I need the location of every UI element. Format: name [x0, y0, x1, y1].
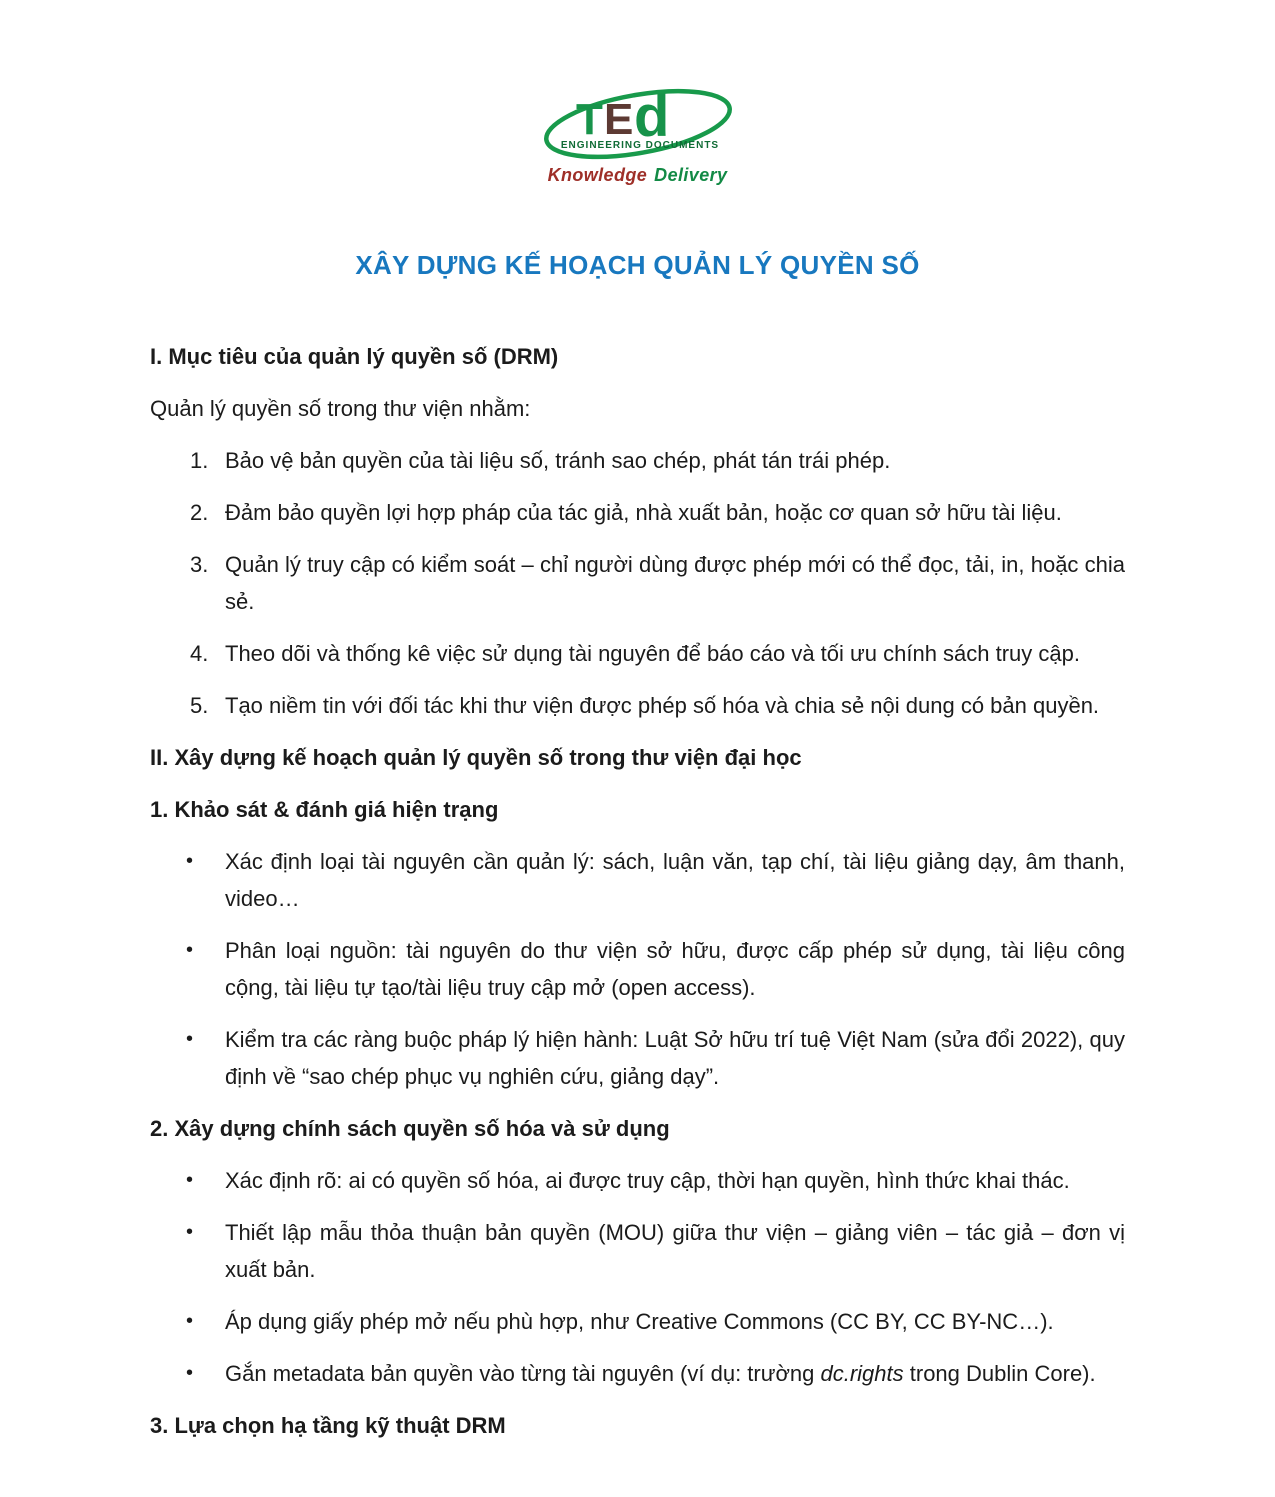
logo-letter-e: E	[603, 95, 633, 144]
section-heading-2: II. Xây dựng kế hoạch quản lý quyền số trong thư viện đại học	[150, 745, 802, 770]
list-marker: 3.	[190, 552, 209, 577]
logo-tagline	[0, 165, 1275, 185]
logo-letter-t: T	[575, 95, 603, 144]
section-1-intro: Quản lý quyền số trong thư viện nhằm:	[150, 396, 531, 421]
list-text-post: trong Dublin Core).	[903, 1361, 1096, 1386]
subsection-heading-2: 2. Xây dựng chính sách quyền số hóa và sử dụng	[150, 1116, 670, 1141]
list-marker: 2.	[190, 500, 209, 525]
ted-logo	[0, 0, 1275, 185]
subsection-heading-3: 3. Lựa chọn hạ tầng kỹ thuật DRM	[150, 1413, 506, 1438]
logo-letter-d: d	[633, 84, 669, 149]
list-text: Theo dõi và thống kê việc sử dụng tài nguyên để báo cáo và tối ưu chính sách truy cập.	[225, 641, 1080, 666]
list-item	[150, 442, 1125, 479]
subsection-heading-1: 1. Khảo sát & đánh giá hiện trạng	[150, 797, 499, 822]
survey-bullet-list	[150, 843, 1125, 1095]
page-title: XÂY DỰNG KẾ HOẠCH QUẢN LÝ QUYỀN SỐ	[355, 250, 920, 280]
bullet-icon: •	[186, 1028, 194, 1050]
list-item	[150, 1214, 1125, 1288]
list-text: Tạo niềm tin với đối tác khi thư viện được phép số hóa và chia sẻ nội dung có bản quyền.	[225, 693, 1100, 718]
list-text: Xác định rõ: ai có quyền số hóa, ai được truy cập, thời hạn quyền, hình thức khai thác.	[225, 1168, 1070, 1193]
list-marker: 5.	[190, 693, 209, 718]
bullet-icon: •	[186, 1310, 194, 1332]
list-item	[150, 687, 1125, 724]
logo-tagline-delivery: Delivery	[654, 165, 728, 185]
list-text: Quản lý truy cập có kiểm soát – chỉ người dùng được phép mới có thể đọc, tải, in, hoặc chia sẻ.	[225, 552, 1125, 614]
list-item	[150, 546, 1125, 620]
list-text: Thiết lập mẫu thỏa thuận bản quyền (MOU) giữa thư viện – giảng viên – tác giả – đơn vị xuất bản.	[225, 1220, 1125, 1282]
list-item	[150, 932, 1125, 1006]
objectives-numbered-list	[150, 442, 1125, 724]
list-text: Áp dụng giấy phép mở nếu phù hợp, như Creative Commons (CC BY, CC BY-NC…).	[225, 1309, 1054, 1334]
list-text	[225, 1355, 1125, 1392]
ted-logo-graphic	[538, 76, 738, 164]
list-item	[150, 1303, 1125, 1340]
policy-bullet-list	[150, 1162, 1125, 1392]
list-text-pre: Gắn metadata bản quyền vào từng tài nguyên (ví dụ: trường	[225, 1361, 821, 1386]
list-marker: 1.	[190, 448, 209, 473]
list-text: Phân loại nguồn: tài nguyên do thư viện sở hữu, được cấp phép sử dụng, tài liệu công cộng, tài liệu tự tạo/tài liệu truy cập mở (open access).	[225, 938, 1125, 1000]
list-text: Xác định loại tài nguyên cần quản lý: sách, luận văn, tạp chí, tài liệu giảng dạy, âm thanh, video…	[225, 849, 1125, 911]
list-item	[150, 843, 1125, 917]
bullet-icon: •	[186, 1169, 194, 1191]
list-text-italic: dc.rights	[820, 1361, 904, 1386]
list-text: Kiểm tra các ràng buộc pháp lý hiện hành: Luật Sở hữu trí tuệ Việt Nam (sửa đổi 2022), quy định về “sao chép phục vụ nghiên cứu, giảng dạy”.	[225, 1027, 1125, 1089]
logo-banner-text: ENGINEERING DOCUMENTS	[560, 140, 719, 151]
logo-tagline-knowledge: Knowledge	[547, 165, 648, 185]
section-heading-1: I. Mục tiêu của quản lý quyền số (DRM)	[150, 344, 559, 369]
list-item	[150, 635, 1125, 672]
bullet-icon: •	[186, 1221, 194, 1243]
list-item	[150, 1021, 1125, 1095]
bullet-icon: •	[186, 1362, 194, 1384]
list-text: Đảm bảo quyền lợi hợp pháp của tác giả, nhà xuất bản, hoặc cơ quan sở hữu tài liệu.	[225, 500, 1062, 525]
list-item	[150, 1355, 1125, 1392]
list-item	[150, 494, 1125, 531]
list-item	[150, 1162, 1125, 1199]
list-marker: 4.	[190, 641, 209, 666]
list-text: Bảo vệ bản quyền của tài liệu số, tránh sao chép, phát tán trái phép.	[225, 448, 891, 473]
bullet-icon: •	[186, 850, 194, 872]
bullet-icon: •	[186, 939, 194, 961]
